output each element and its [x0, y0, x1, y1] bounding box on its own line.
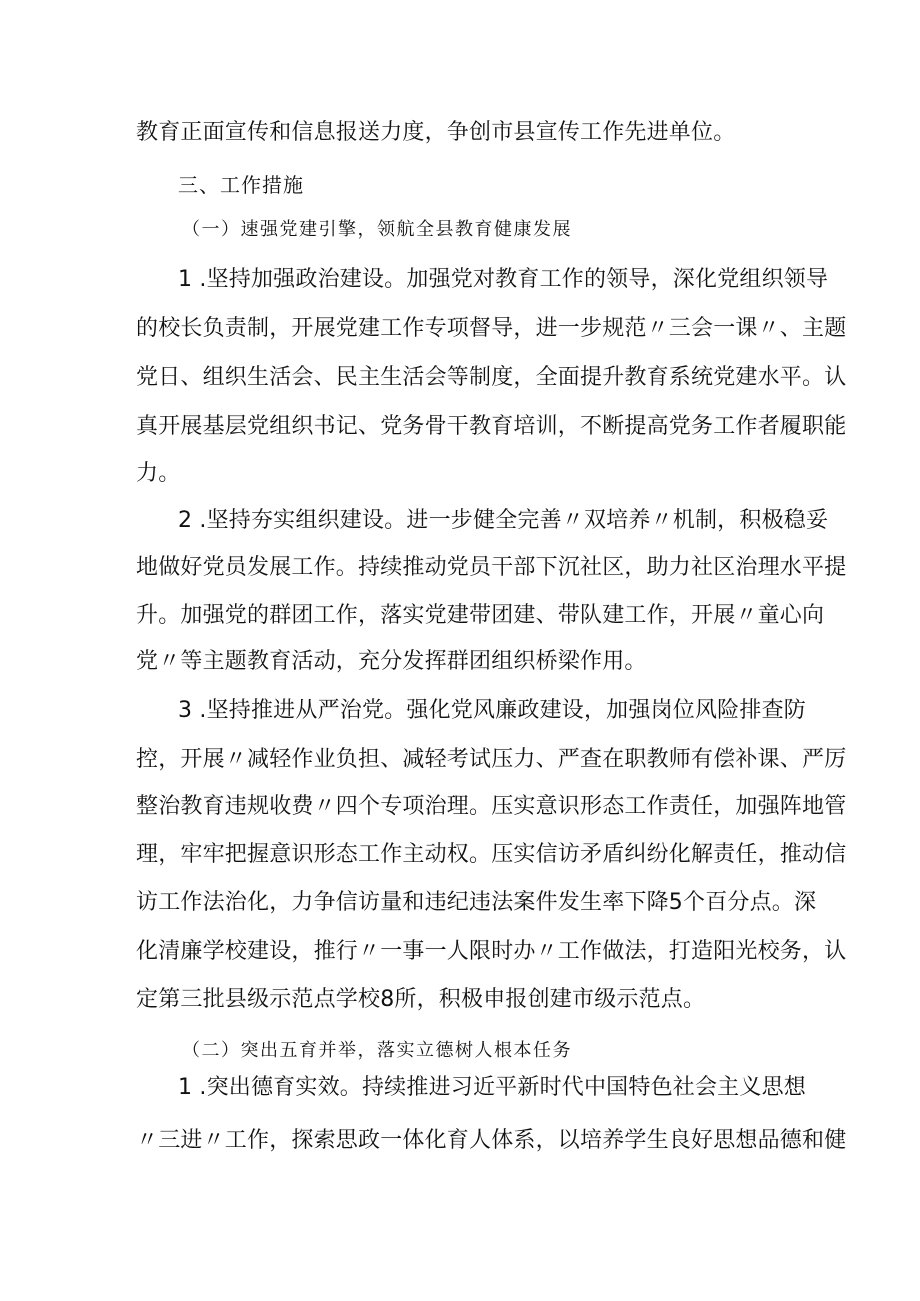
paragraph-line: 访工作法治化，力争信访量和违纪违法案件发生率下降5个百分点。深 — [136, 890, 817, 915]
paragraph-line: 整治教育违规收费〃四个专项治理。压实意识形态工作责任，加强阵地管 — [136, 794, 847, 819]
paragraph-line: 党日、组织生活会、民主生活会等制度，全面提升教育系统党建水平。认 — [136, 365, 847, 390]
paragraph-line: 〃三进〃工作，探索思政一体化育人体系，以培养学生良好思想品德和健 — [136, 1128, 847, 1153]
paragraph-line: 党〃等主题教育活动，充分发挥群团组织桥梁作用。 — [136, 649, 647, 674]
subsection-heading: （一）速强党建引擎，领航全县教育健康发展 — [182, 219, 572, 240]
subsection-heading: （二）突出五育并举，落实立德树人根本任务 — [182, 1040, 572, 1061]
paragraph-line: 1 .坚持加强政治建设。加强党对教育工作的领导，深化党组织领导 — [178, 267, 829, 292]
paragraph-line: 升。加强党的群团工作，落实党建带团建、带队建工作，开展〃童心向 — [136, 603, 825, 628]
paragraph-line: 的校长负责制，开展党建工作专项督导，进一步规范〃三会一课〃、主题 — [136, 316, 847, 341]
paragraph-line: 教育正面宣传和信息报送力度，争创市县宣传工作先进单位。 — [136, 120, 736, 145]
paragraph-line: 真开展基层党组织书记、党务骨干教育培训，不断提高党务工作者履职能 — [136, 414, 847, 439]
paragraph-line: 定第三批县级示范点学校8所，积极申报创建市级示范点。 — [136, 987, 706, 1012]
paragraph-line: 3 .坚持推进从严治党。强化党风廉政建设，加强岗位风险排查防 — [178, 698, 806, 723]
paragraph-line: 1 .突出德育实效。持续推进习近平新时代中国特色社会主义思想 — [178, 1075, 806, 1100]
paragraph-line: 化清廉学校建设，推行〃一事一人限时办〃工作做法，打造阳光校务，认 — [136, 939, 847, 964]
paragraph-line: 地做好党员发展工作。持续推动党员干部下沉社区，助力社区治理水平提 — [136, 555, 847, 580]
paragraph-line: 力。 — [136, 461, 181, 486]
paragraph-line: 控，开展〃减轻作业负担、减轻考试压力、严查在职教师有偿补课、严厉 — [136, 747, 847, 772]
paragraph-line: 2 .坚持夯实组织建设。进一步健全完善〃双培养〃机制，积极稳妥 — [178, 508, 829, 533]
section-heading: 三、工作措施 — [178, 173, 304, 197]
paragraph-line: 理，牢牢把握意识形态工作主动权。压实信访矛盾纠纷化解责任，推动信 — [136, 842, 847, 867]
